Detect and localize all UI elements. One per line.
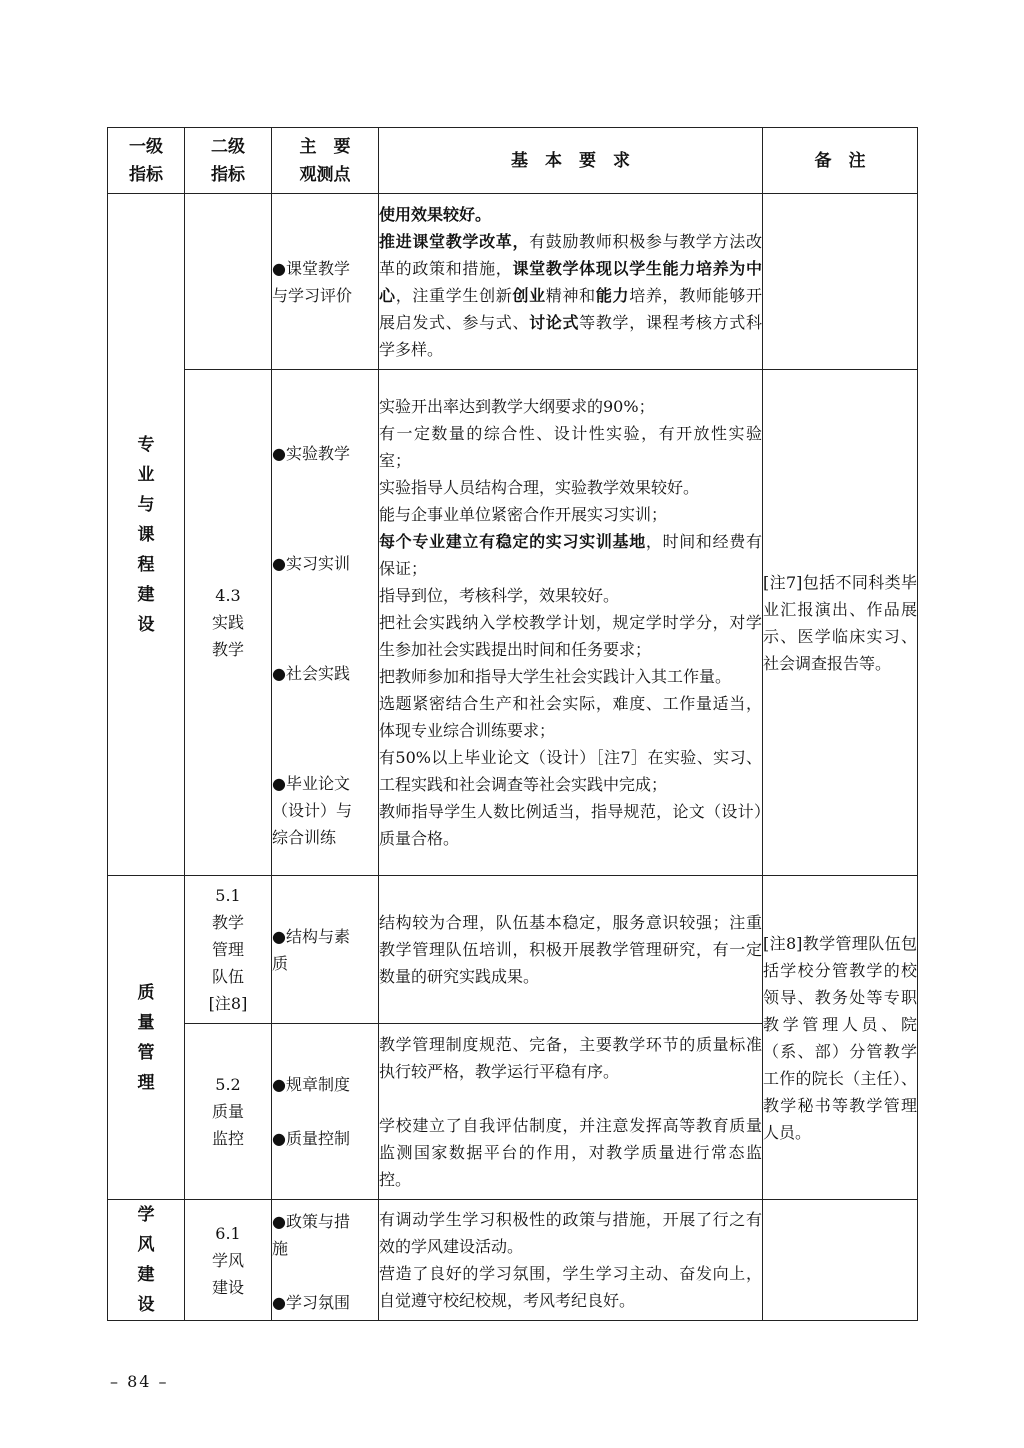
requirements-classroom: 使用效果较好。 推进课堂教学改革，有鼓励教师积极参与教学方法改革的政策和措施，课堂教学体现以学生能力培养为中心，注重学生创新创业精神和能力培养，教师能够开展启发式、参与式、讨论式等教学，课程考核方式科学多样。 [379, 194, 763, 370]
requirements-classroom-paragraph: 推进课堂教学改革，有鼓励教师积极参与教学方法改革的政策和措施，课堂教学体现以学生能力培养为中心，注重学生创新创业精神和能力培养，教师能够开展启发式、参与式、讨论式等教学，课程考核方式科学多样。 [379, 231, 762, 359]
table-row [108, 1200, 918, 1321]
observation-thesis: ●毕业论文 （设计）与 综合训练 [272, 774, 353, 847]
header-level1: 一级 指标 [108, 128, 185, 194]
observation-experiment: ●实验教学 [272, 444, 350, 463]
requirements-study-style: 有调动学生学习积极性的政策与措施，开展了行之有效的学风建设活动。 营造了良好的学习氛围，学生学习主动、奋发向上，自觉遵守校纪校规，考风考纪良好。 [379, 1200, 763, 1321]
requirements-team: 结构较为合理，队伍基本稳定，服务意识较强；注重教学管理队伍培训，积极开展教学管理研究，有一定数量的研究实践成果。 [379, 876, 763, 1024]
observation-internship: ●实习实训 [272, 554, 350, 573]
evaluation-table [107, 127, 918, 1321]
level1-study-style: 学 风 建 设 [108, 1200, 185, 1321]
level2-practice: 4.3 实践 教学 [185, 370, 272, 876]
header-remarks: 备 注 [763, 128, 918, 194]
requirements-practice: 实验开出率达到教学大纲要求的90%； 有一定数量的综合性、设计性实验，有开放性实验室； 实验指导人员结构合理，实验教学效果较好。 能与企事业单位紧密合作开展实习实训； 每个专业建立有稳定的实习实训基地，时间和经费有保证； 指导到位，考核科学，效果较好。 把社会实践纳入学校教学计划，规定学时学分，对学生参加社会实践提出时间和任务要求； 把教师参加和指导大学生社会实践计入其工作量。 选题紧密结合生产和社会实际，难度、工作量适当，体现专业综合训练要求； 有50%以上毕业论文（设计）［注7］在实验、实习、工程实践和社会调查等社会实践中完成； 教师指导学生人数比例适当，指导规范，论文（设计）质量合格。 [379, 370, 763, 876]
remarks-empty [763, 194, 918, 370]
table-header-row [108, 128, 918, 194]
level2-quality-monitor: 5.2 质量 监控 [185, 1024, 272, 1200]
table-row [108, 876, 918, 1024]
requirements-monitor: 教学管理制度规范、完备，主要教学环节的质量标准执行较严格，教学运行平稳有序。 学校建立了自我评估制度，并注意发挥高等教育质量监测国家数据平台的作用，对教学质量进行常态监控。 [379, 1024, 763, 1200]
observation-structure: ●结构与素 质 [272, 876, 379, 1024]
remarks-note7: [注7]包括不同科类毕业汇报演出、作品展示、医学临床实习、社会调查报告等。 [763, 370, 918, 876]
level1-major-course: 专 业 与 课 程 建 设 [108, 194, 185, 876]
observation-social: ●社会实践 [272, 664, 350, 683]
table-row [108, 370, 918, 876]
level1-quality-management: 质 量 管 理 [108, 876, 185, 1200]
observation-practice [272, 370, 379, 876]
level2-empty [185, 194, 272, 370]
header-requirements: 基 本 要 求 [379, 128, 763, 194]
observation-classroom: ●课堂教学 与学习评价 [272, 194, 379, 370]
level2-management-team: 5.1 教学 管理 队伍 [注8] [185, 876, 272, 1024]
observation-study-style: ●政策与措 施 ●学习氛围 [272, 1200, 379, 1321]
level2-study-style: 6.1 学风 建设 [185, 1200, 272, 1321]
header-observation: 主 要 观测点 [272, 128, 379, 194]
table-row [108, 194, 918, 370]
remarks-note8: [注8]教学管理队伍包括学校分管教学的校领导、教务处等专职教学管理人员、院（系、部）分管教学工作的院长（主任）、教学秘书等教学管理人员。 [763, 876, 918, 1200]
observation-monitor: ●规章制度 ●质量控制 [272, 1024, 379, 1200]
remarks-empty [763, 1200, 918, 1321]
header-level2: 二级 指标 [185, 128, 272, 194]
page-number: – 84 – [110, 1372, 169, 1391]
